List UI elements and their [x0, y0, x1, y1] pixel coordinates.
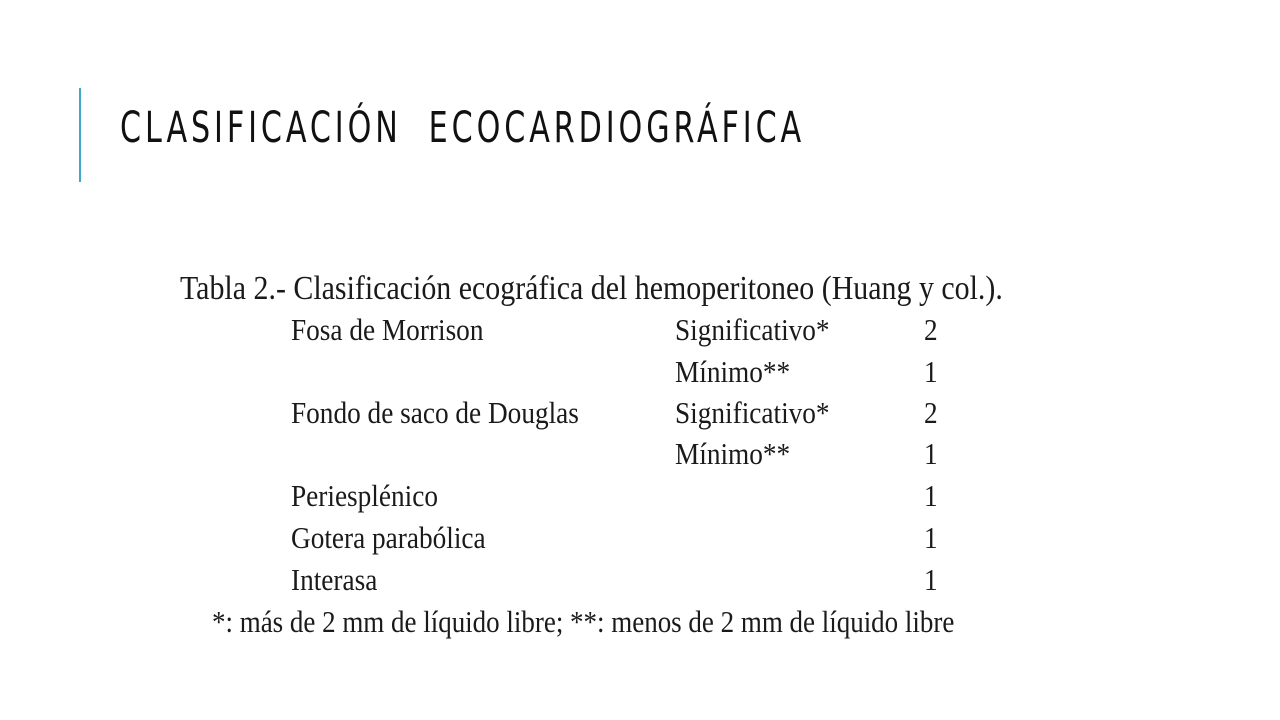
table-row: [172, 354, 1092, 394]
cell-grade: Significativo*: [675, 312, 830, 347]
cell-score: 2: [924, 312, 938, 347]
cell-site: Fosa de Morrison: [291, 312, 484, 347]
cell-site: Interasa: [291, 562, 378, 597]
cell-score: 1: [924, 478, 938, 513]
cell-score: 1: [924, 520, 938, 555]
table-row: [172, 395, 1092, 435]
table-caption: Tabla 2.- Clasificación ecográfica del hemoperitoneo (Huang y col.).: [180, 270, 1003, 307]
cell-score: 2: [924, 395, 938, 430]
cell-grade: Mínimo**: [675, 436, 791, 471]
cell-score: 1: [924, 354, 938, 389]
cell-score: 1: [924, 436, 938, 471]
cell-grade: Mínimo**: [675, 354, 791, 389]
cell-grade: Significativo*: [675, 395, 830, 430]
hemoperitoneum-classification-table: [172, 266, 1092, 646]
cell-site: Fondo de saco de Douglas: [291, 395, 579, 430]
table-row: [172, 478, 1092, 518]
table-row: [172, 312, 1092, 352]
cell-site: Periesplénico: [291, 478, 438, 513]
table-footnote: *: más de 2 mm de líquido libre; **: menos de 2 mm de líquido libre: [212, 604, 955, 639]
cell-score: 1: [924, 562, 938, 597]
title-accent-bar: [79, 88, 81, 182]
cell-site: Gotera parabólica: [291, 520, 486, 555]
table-row: [172, 562, 1092, 602]
table-row: [172, 520, 1092, 560]
table-row: [172, 436, 1092, 476]
slide-title: CLASIFICACIÓN ECOCARDIOGRÁFICA: [120, 103, 806, 153]
